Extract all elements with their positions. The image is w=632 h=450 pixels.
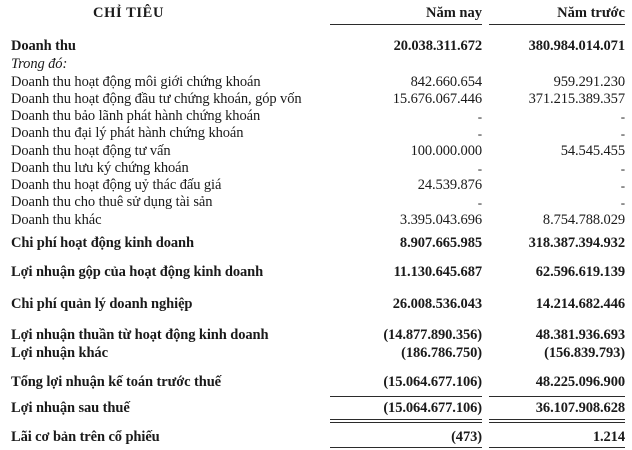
rule-below-eps-current-year <box>330 447 482 448</box>
table-row <box>0 235 632 252</box>
row-value-previous-year: - <box>620 195 625 210</box>
row-label: Doanh thu cho thuê sử dụng tài sản <box>11 194 213 210</box>
row-value-current-year: - <box>477 195 482 210</box>
rule-below-profit-after-tax-previous-year <box>489 419 625 420</box>
rule-below-profit-after-tax-second-current-year <box>330 422 482 423</box>
row-label: Doanh thu đại lý phát hành chứng khoán <box>11 125 244 141</box>
row-label: Lợi nhuận thuần từ hoạt động kinh doanh <box>11 327 269 343</box>
table-row <box>0 212 632 229</box>
row-value-previous-year: 8.754.788.029 <box>542 212 625 228</box>
column-header-item: CHỈ TIÊU <box>93 5 165 21</box>
row-value-previous-year: 48.225.096.900 <box>535 374 625 390</box>
row-value-previous-year: 1.214 <box>592 429 625 445</box>
row-value-previous-year: - <box>620 126 625 141</box>
table-row <box>0 400 632 417</box>
rule-below-profit-after-tax-second-previous-year <box>489 422 625 423</box>
rule-above-profit-after-tax-previous-year <box>489 396 625 397</box>
row-label: Doanh thu hoạt động môi giới chứng khoán <box>11 74 261 90</box>
table-row <box>0 125 632 142</box>
column-header-current-year: Năm nay <box>426 5 482 21</box>
row-value-previous-year: 62.596.619.139 <box>535 264 625 280</box>
row-value-previous-year: 54.545.455 <box>560 143 625 159</box>
row-value-current-year: 3.395.043.696 <box>399 212 482 228</box>
row-value-current-year: 8.907.665.985 <box>399 235 482 251</box>
header-underline-previous-year <box>489 24 625 25</box>
row-value-current-year: 20.038.311.672 <box>393 38 482 54</box>
row-value-current-year: (473) <box>451 429 482 445</box>
table-row <box>0 177 632 194</box>
row-value-current-year: 15.676.067.446 <box>392 91 482 107</box>
row-label: Chi phí quản lý doanh nghiệp <box>11 296 193 312</box>
row-label: Doanh thu khác <box>11 212 102 228</box>
row-value-previous-year: (156.839.793) <box>544 345 625 361</box>
table-row <box>0 429 632 446</box>
row-value-previous-year: - <box>620 178 625 193</box>
table-row <box>0 194 632 211</box>
row-value-current-year: 842.660.654 <box>410 74 482 90</box>
row-value-current-year: (15.064.677.106) <box>383 374 482 390</box>
row-label: Trong đó: <box>11 56 68 72</box>
row-value-current-year: - <box>477 109 482 124</box>
row-label: Doanh thu hoạt động đầu tư chứng khoán, góp vốn <box>11 91 302 107</box>
row-label: Lợi nhuận gộp của hoạt động kinh doanh <box>11 264 264 280</box>
table-row <box>0 345 632 362</box>
row-value-current-year: 24.539.876 <box>417 177 482 193</box>
row-label: Doanh thu hoạt động tư vấn <box>11 143 171 159</box>
table-row <box>0 56 632 73</box>
row-value-previous-year: - <box>620 109 625 124</box>
table-row <box>0 38 632 55</box>
row-value-current-year: 26.008.536.043 <box>392 296 482 312</box>
table-row <box>0 374 632 391</box>
rule-below-profit-after-tax-current-year <box>330 419 482 420</box>
row-value-current-year: - <box>477 126 482 141</box>
row-label: Lãi cơ bản trên cổ phiếu <box>11 429 160 445</box>
row-value-previous-year: 959.291.230 <box>553 74 625 90</box>
row-label: Lợi nhuận sau thuế <box>11 400 130 416</box>
row-label: Chi phí hoạt động kinh doanh <box>11 235 194 251</box>
table-row <box>0 160 632 177</box>
table-row <box>0 296 632 313</box>
row-label: Doanh thu hoạt động uỷ thác đấu giá <box>11 177 222 193</box>
row-value-previous-year: 48.381.936.693 <box>535 327 625 343</box>
column-header-previous-year: Năm trước <box>557 5 625 21</box>
rule-above-profit-after-tax-current-year <box>330 396 482 397</box>
row-label: Lợi nhuận khác <box>11 345 108 361</box>
header-underline-current-year <box>330 24 482 25</box>
row-value-previous-year: 371.215.389.357 <box>528 91 625 107</box>
row-value-previous-year: 14.214.682.446 <box>535 296 625 312</box>
row-value-current-year: (186.786.750) <box>401 345 482 361</box>
table-row <box>0 327 632 344</box>
row-value-current-year: - <box>477 161 482 176</box>
row-value-previous-year: 380.984.014.071 <box>528 38 625 54</box>
row-value-previous-year: - <box>620 161 625 176</box>
row-label: Tổng lợi nhuận kế toán trước thuế <box>11 374 221 390</box>
row-label: Doanh thu bảo lãnh phát hành chứng khoán <box>11 108 261 124</box>
table-row <box>0 74 632 91</box>
row-label: Doanh thu lưu ký chứng khoán <box>11 160 189 176</box>
row-value-current-year: 100.000.000 <box>410 143 482 159</box>
rule-below-eps-previous-year <box>489 447 625 448</box>
table-row <box>0 91 632 108</box>
row-value-previous-year: 318.387.394.932 <box>528 235 625 251</box>
row-value-previous-year: 36.107.908.628 <box>535 400 625 416</box>
table-row <box>0 143 632 160</box>
row-value-current-year: (15.064.677.106) <box>383 400 482 416</box>
row-value-current-year: (14.877.890.356) <box>383 327 482 343</box>
row-value-current-year: 11.130.645.687 <box>393 264 482 280</box>
table-row <box>0 264 632 281</box>
row-label: Doanh thu <box>11 38 76 54</box>
table-row <box>0 108 632 125</box>
